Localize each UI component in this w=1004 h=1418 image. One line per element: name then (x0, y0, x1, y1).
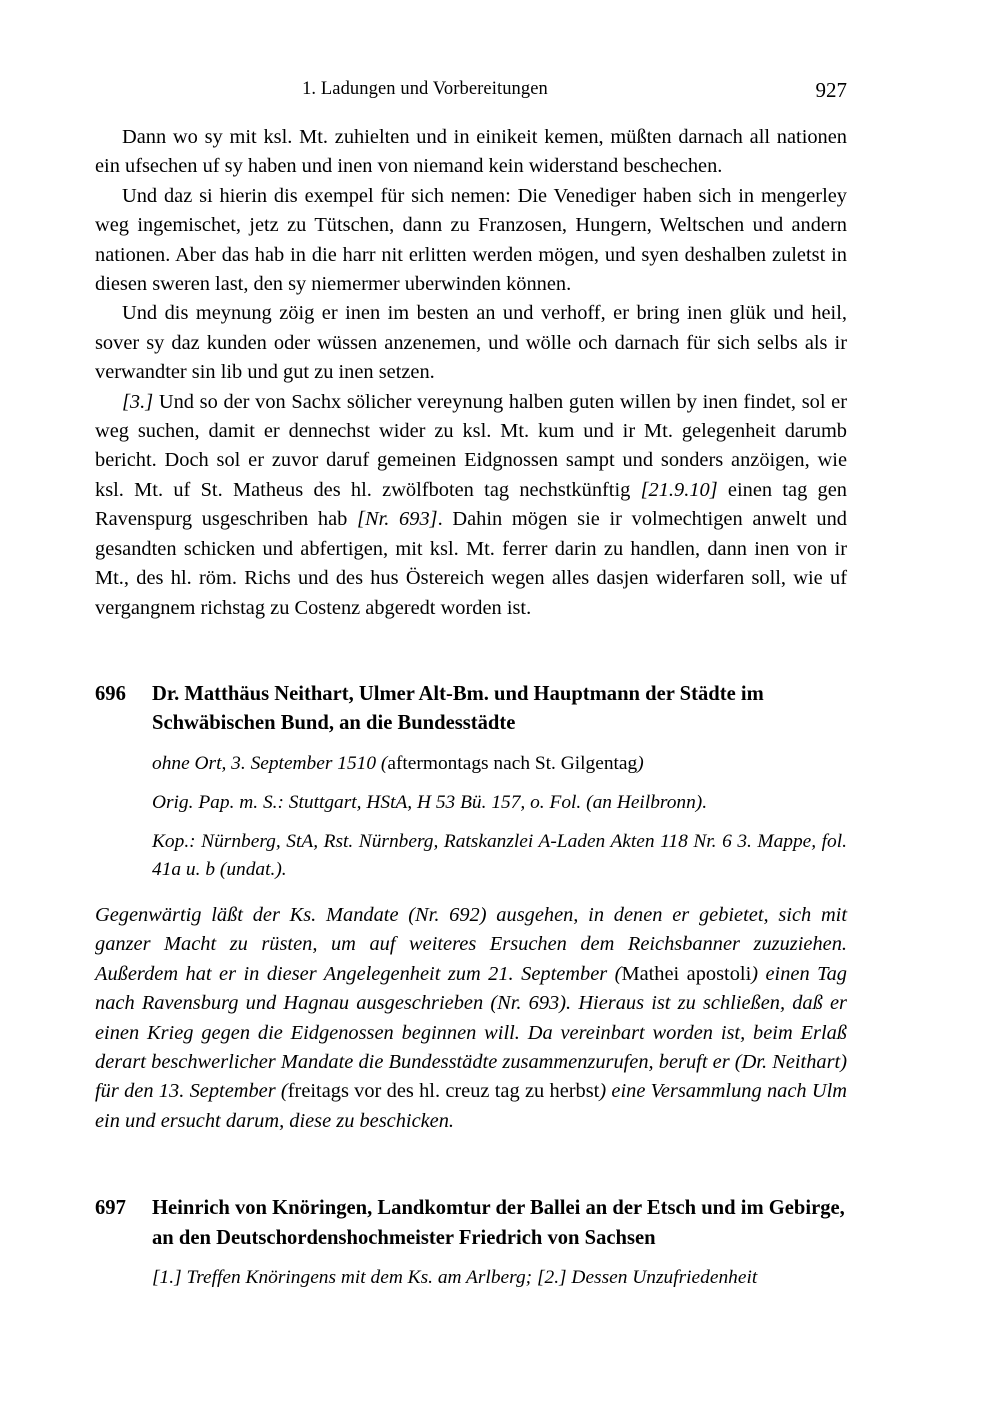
paragraph-1: Dann wo sy mit ksl. Mt. zuhielten und in einikeit kemen, müßten darnach all nationen ein ufsechen uf sy haben und inen von niemand kein widerstand beschechen. (95, 126, 847, 178)
entry-696-title: Dr. Matthäus Neithart, Ulmer Alt-Bm. und Hauptmann der Städte im Schwäbischen Bund, an die Bundesstädte (152, 682, 764, 735)
running-head-title: 1. Ladungen und Vorbereitungen (302, 79, 548, 99)
paragraph-4-part-3: . Dahin mögen sie ir volmechtigen anwelt und gesandten schicken und abfertigen, mit ksl. Mt. ferrer darin zu handlen, dann inen von ir Mt., des hl. röm. Richs und des hus Östereich wegen alles dasjen widerfaren soll, wie uf vergangnem richstag zu Costenz abgeredt worden ist. (95, 508, 847, 619)
paragraph-4 (95, 388, 847, 623)
regest-quote-1: Mathei apostoli (621, 962, 752, 985)
entry-696-date-line (152, 750, 847, 778)
document-reference: [Nr. 693] (357, 508, 438, 531)
entry-696-date-paren-close: ) (637, 752, 644, 774)
page-content (95, 78, 847, 1292)
entry-696-date-place: ohne Ort, 3. September 1510 ( (152, 752, 388, 774)
entry-697-title: Heinrich von Knöringen, Landkomtur der Ballei an der Etsch und im Gebirge, an den Deutschordenshochmeister Friedrich von Sachsen (152, 1197, 845, 1249)
entry-697-summary: [1.] Treffen Knöringens mit dem Ks. am Arlberg; [2.] Dessen Unzufriedenheit (152, 1267, 758, 1289)
entry-697 (95, 1194, 847, 1292)
section-marker: [3.] (122, 390, 154, 413)
regest-segment-1: Gegenwärtig läßt der Ks. Mandate (Nr. 692) ausgehen, in denen er gebietet, sich mit ganzer Macht zu rüsten, um auf weiteres Ersuchen dem Reichsbanner zuzuziehen. Außerdem hat er in dieser Angelegenheit zum 21. September ( (95, 903, 847, 985)
date-reference: [21.9.10] (640, 478, 718, 501)
entry-696-number: 696 (95, 682, 126, 705)
entry-697-heading (95, 1194, 847, 1253)
paragraph-3: Und dis meynung zöig er inen im besten an und verhoff, er bring inen glük und heil, sover sy daz kunden oder wüssen anzenemen, und wölle och darnach für sich selbs als ir verwandter sin lib und gut zu inen setzen. (95, 302, 847, 384)
entry-696 (95, 680, 847, 1136)
running-head (95, 78, 847, 104)
entry-696-original-source: Orig. Pap. m. S.: Stuttgart, HStA, H 53 Bü. 157, o. Fol. (an Heilbronn). (152, 791, 708, 813)
entry-696-regest (95, 901, 847, 1136)
entry-697-number: 697 (95, 1197, 126, 1220)
entry-696-date-original: aftermontags nach St. Gilgentag (387, 752, 638, 774)
page-number: 927 (815, 78, 847, 102)
spacer-before-entry-697 (95, 1136, 847, 1194)
entry-696-heading (95, 680, 847, 739)
regest-segment-2: ) einen Tag nach Ravensburg und Hagnau ausgeschrieben (Nr. 693). Hieraus ist zu schließen, daß er einen Krieg gegen die Eidgenossen beginnen will. Da vereinbart worden ist, beim Erlaß derart beschwerlicher Mandate die Bundesstädte zusammenzurufen, beruft er (Dr. Neithart) für den 13. September ( (95, 962, 847, 1103)
paragraph-4-part-1: Und so der von Sachx sölicher vereynung halben guten willen by inen findet, sol er weg suchen, damit er dennechst wider zu ksl. Mt. kum und ir Mt. gelegenheit darumb bericht. Doch sol er zuvor daruf gemeinen Eidgnossen sampt und sonders anzöigen, wie ksl. Mt. uf St. Matheus des hl. zwölfboten tag nechstkünftig (95, 390, 847, 501)
paragraph-4-part-2: einen tag gen Ravenspurg usgeschriben hab (95, 478, 847, 531)
entry-696-copy-source: Kop.: Nürnberg, StA, Rst. Nürnberg, Ratskanzlei A-Laden Akten 118 Nr. 6 3. Mappe, fol. 41a u. b (undat.). (152, 830, 847, 880)
regest-quote-2: freitags vor des hl. creuz tag zu herbst (287, 1080, 600, 1103)
paragraph-2: Und daz si hierin dis exempel für sich nemen: Die Venediger haben sich in mengerley weg ingemischet, jetz zu Tütschen, dann zu Franzosen, Hungern, Weltschen und andern nationen. Aber das hab in die harr nit erlitten werden mögen, und syen deshalben zuletst in diesen sweren last, den sy niemermer uberwinden können. (95, 184, 847, 296)
regest-segment-3: ) eine Versammlung nach Ulm ein und ersucht darum, diese zu beschicken. (95, 1080, 847, 1132)
spacer-before-entry-696 (95, 623, 847, 680)
body-text (95, 123, 847, 623)
